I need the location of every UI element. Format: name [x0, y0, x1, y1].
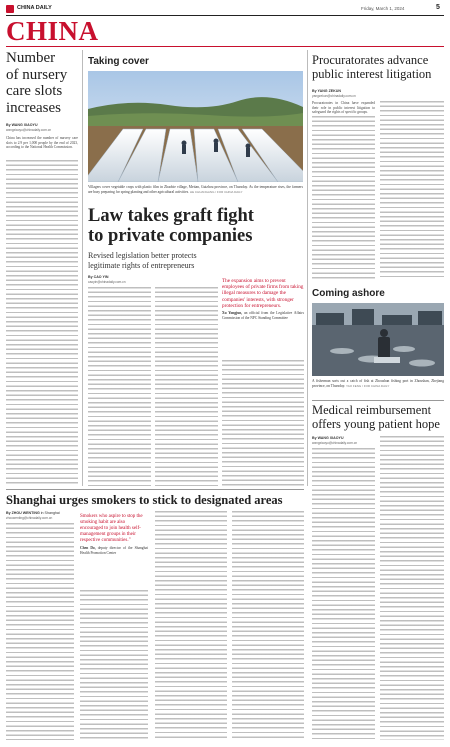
section-rule [6, 489, 304, 490]
pull-quote-text: The expansion aims to prevent employees of private firms from taking illegal measures to damage the companies' interests, with stronger protection for entrepreneurs. [222, 278, 304, 309]
column-divider [82, 50, 83, 486]
shanghai-body-col4 [232, 511, 304, 740]
shanghai-byline-email: zhouwenting@chinadaily.com.cn [6, 516, 53, 520]
issue-date: Friday, March 1, 2024 [361, 5, 405, 11]
pull-quote-source-title: an official from the Legislative Affairs Commission of the NPC Standing Committee [222, 311, 304, 320]
headline-line: to private companies [88, 226, 253, 246]
medical-headline [312, 404, 446, 431]
shanghai-body-col3 [155, 511, 227, 740]
law-body-col1 [88, 287, 151, 486]
pull-quote-source [80, 546, 148, 555]
headline-line: offers young patient hope [312, 416, 440, 431]
column-divider [307, 50, 308, 486]
pull-quote-text: Smokers who aspire to stop the smoking habit are also encouraged to join health self-management groups in their respective communities." [80, 514, 143, 543]
procuratorates-byline: By YANG ZEKUN [312, 89, 341, 93]
paper-name: CHINA DAILY [17, 5, 52, 11]
fishing-port-photo [312, 303, 444, 376]
coming-ashore-title: Coming ashore [312, 288, 385, 299]
headline-line: Procuratorates advance [312, 53, 429, 67]
section-rule [312, 400, 444, 401]
headline-line: public interest litigation [312, 66, 432, 81]
byline-author: By ZHOU WENTING [6, 511, 40, 515]
nursery-byline-email: wangxiaoyu@chinadaily.com.cn [6, 128, 52, 132]
subhead-line: legitimate rights of entrepreneurs [88, 260, 195, 270]
headline-line: increases [6, 99, 61, 116]
coming-ashore-caption [312, 379, 444, 388]
newspaper-logo [6, 5, 14, 13]
procuratorates-body-col2 [380, 101, 444, 280]
taking-cover-caption [88, 185, 303, 194]
procuratorates-byline-email: yangzekun@chinadaily.com.cn [312, 94, 356, 98]
law-body-col3 [222, 360, 304, 486]
medical-byline-email: wangxiaoyu@chinadaily.com.cn [312, 441, 358, 445]
law-body-col2 [155, 287, 218, 486]
procuratorates-lead: Procuratorates in China have expanded their role in public interest litigation to safeguard the rights of specific groups. [312, 101, 375, 115]
headline-line: of nursery [6, 66, 68, 83]
headline-line: Law takes graft fight [88, 206, 254, 226]
page-number: 5 [436, 4, 440, 11]
headline-line: Number [6, 50, 56, 66]
caption-text: Villagers cover vegetable crops with plastic film in Zhaobie village, Meitan, Guizhou province, on Thursday. As the temperature rises, the farmers are busy preparing for spring planting and other agricultural activities. [88, 185, 303, 194]
shanghai-pull-quote [80, 514, 148, 555]
byline-location: in Shanghai [40, 511, 60, 515]
nursery-headline [6, 50, 78, 116]
section-rule [6, 46, 444, 47]
subhead-line: Revised legislation better protects [88, 251, 197, 260]
shanghai-headline: Shanghai urges smokers to stick to designated areas [6, 493, 283, 507]
shanghai-body-col1 [6, 523, 74, 740]
medical-body-col2 [380, 436, 444, 740]
law-pull-quote [222, 278, 304, 320]
shanghai-body-col2 [80, 590, 148, 740]
medical-body-col1 [312, 448, 375, 740]
section-title: CHINA [6, 16, 99, 46]
nursery-body-text [6, 160, 78, 486]
nursery-lead: China has increased the number of nursery care slots to 2.9 per 1,000 people by the end of 2023, according to the National Health Commission. [6, 136, 78, 150]
law-subhead [88, 251, 304, 270]
law-byline: By CAO YIN [88, 275, 109, 279]
taking-cover-title: Taking cover [88, 56, 149, 67]
shanghai-byline [6, 511, 60, 515]
headline-line: care slots [6, 83, 63, 99]
pull-quote-source [222, 311, 304, 320]
law-headline [88, 206, 304, 246]
photo-credit: HE CHUANGANG / FOR CHINA DAILY [189, 189, 243, 194]
procuratorates-headline [312, 54, 446, 81]
caption-text: A fisherman sorts out a catch of fish at Zhoushan fishing port in Zhoushan, Zhejiang province, on Thursday. [312, 379, 444, 388]
greenhouse-photo [88, 71, 303, 182]
pull-quote-source-name: Xu Yongjun, [222, 311, 243, 316]
procuratorates-body-col1 [312, 116, 375, 280]
taking-cover-photo [88, 71, 303, 182]
nursery-byline: By WANG XIAOYU [6, 123, 38, 127]
pull-quote-source-name: Chen Do, [80, 546, 96, 550]
photo-credit: YAO FENG / FOR CHINA DAILY [345, 383, 390, 388]
headline-line: Medical reimbursement [312, 403, 432, 417]
pull-quote-source-title: deputy director of the Shanghai Health Promotion Center [80, 546, 148, 555]
medical-byline: By WANG XIAOYU [312, 436, 344, 440]
coming-ashore-photo [312, 303, 444, 376]
law-byline-email: caoyin@chinadaily.com.cn [88, 280, 126, 284]
